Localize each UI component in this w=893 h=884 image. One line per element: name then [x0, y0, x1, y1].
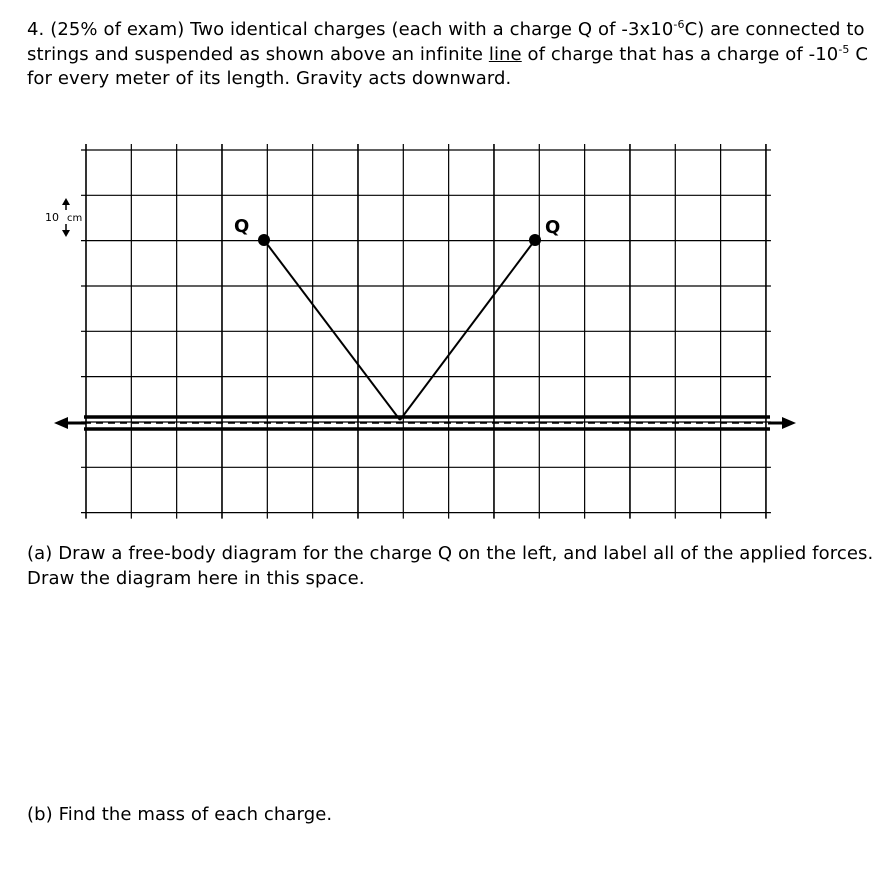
right-charge: [529, 234, 541, 246]
part-b-prompt: (b) Find the mass of each charge.: [27, 804, 333, 825]
exponent: -6: [673, 18, 685, 31]
scale-unit: cm: [67, 213, 83, 224]
down-arrow-icon: [62, 230, 70, 237]
right-string: [400, 240, 535, 420]
line-of-charge: [54, 417, 796, 429]
right-charge-label: Q: [545, 217, 561, 238]
up-arrow-icon: [62, 198, 70, 205]
question-text-part: of charge that has a charge of -10: [521, 43, 839, 65]
part-a-prompt: (a) Draw a free-body diagram for the charge Q on the left, and label all of the applied forces. Draw the diagram here in this space.: [27, 543, 874, 589]
right-arrow-icon: [782, 417, 796, 429]
exponent: -5: [838, 42, 850, 56]
left-charge: [258, 234, 270, 246]
question-text-part: C) are connected to strings and suspended as shown above an infinite: [27, 19, 865, 65]
scale-number: 10: [45, 211, 59, 224]
left-string: [264, 240, 400, 420]
underlined-word: line: [488, 43, 522, 65]
grid: [81, 144, 771, 519]
question-text-part: Two identical charges (each with a charge Q of -3x10: [190, 19, 674, 40]
left-arrow-icon: [54, 417, 68, 429]
scale-indicator: [45, 198, 82, 237]
question-number: 4.: [27, 19, 45, 40]
left-charge-label: Q: [234, 216, 250, 237]
question-weight: (25% of exam): [50, 19, 185, 40]
question-text-part: C for every meter of its length. Gravity acts downward.: [27, 43, 869, 89]
